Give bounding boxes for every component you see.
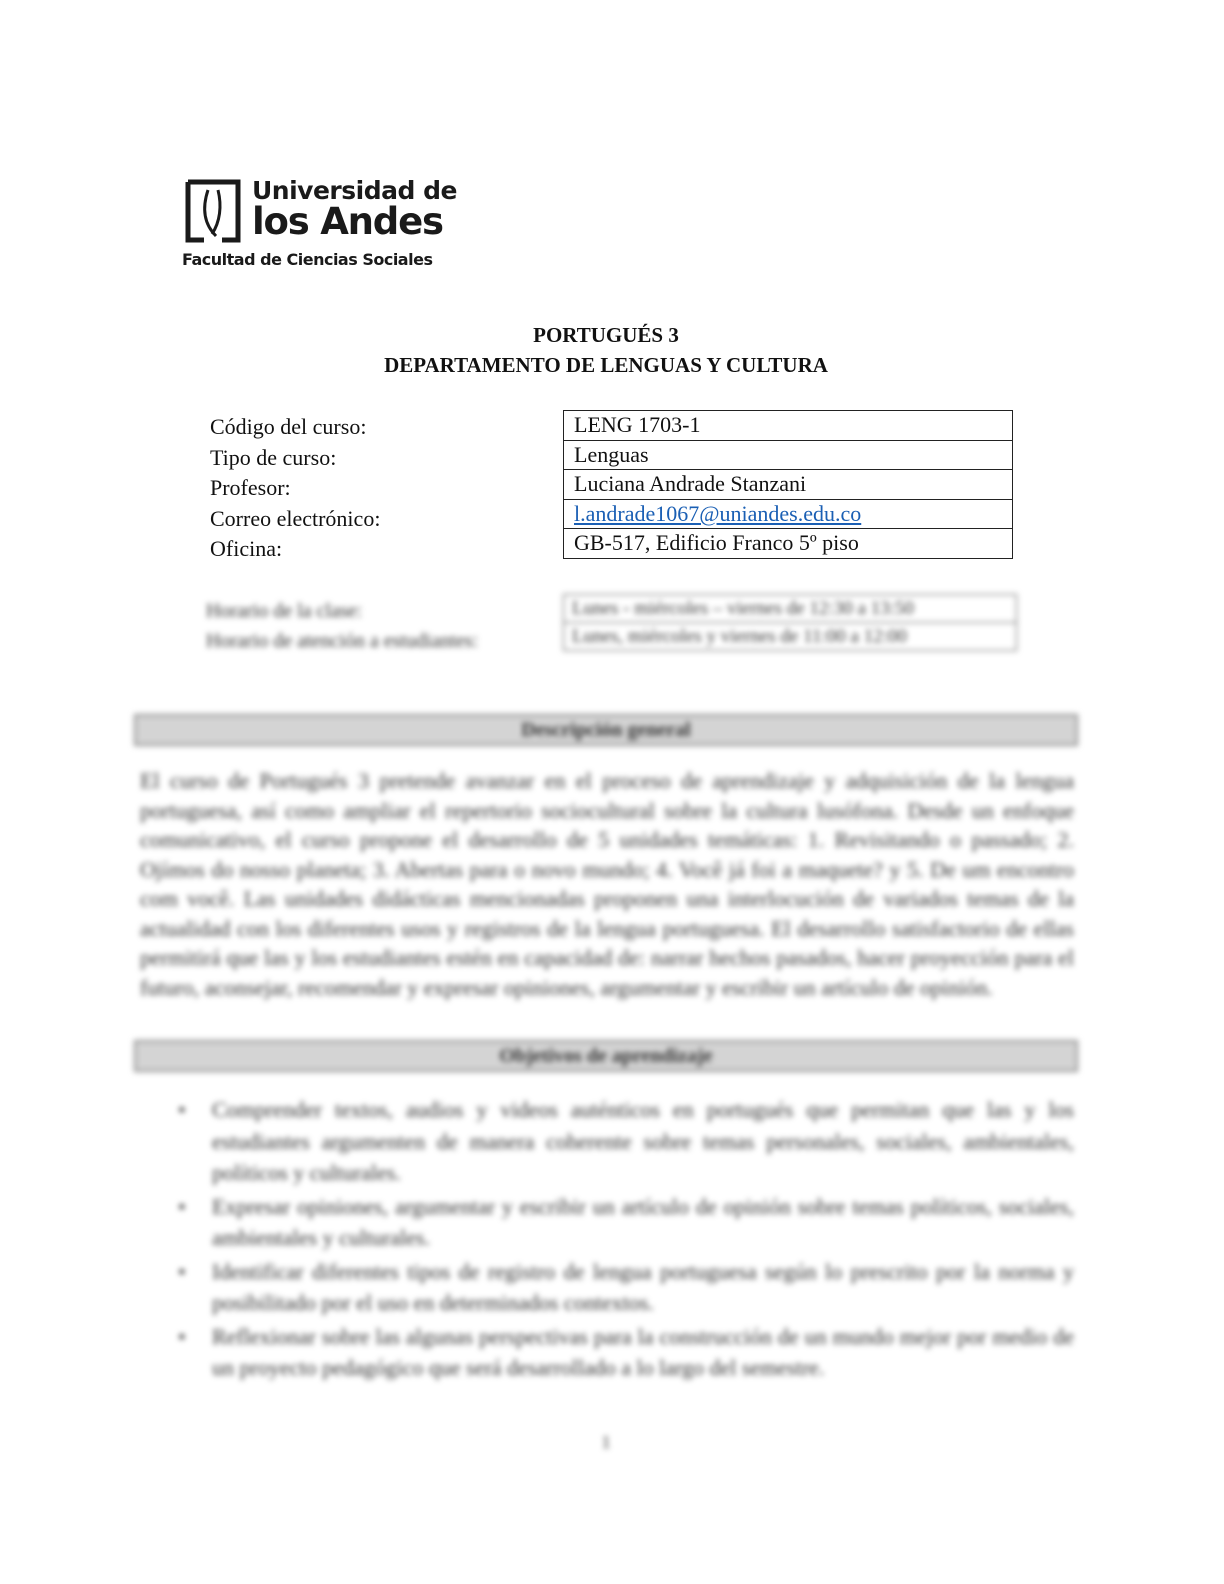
objective-text: Comprender textos, audios y videos auténticos en portugués que permitan que las y los estudiantes argumenten de manera coherente sobre temas personales, sociales, ambientales, políticos y culturales. bbox=[212, 1097, 1074, 1185]
list-item bbox=[140, 1256, 1074, 1319]
university-logo-icon bbox=[182, 178, 244, 244]
objectives-list bbox=[140, 1094, 1074, 1386]
info-label: Código del curso: bbox=[210, 414, 367, 439]
description-heading: Descripción general bbox=[134, 714, 1078, 746]
list-item bbox=[140, 1191, 1074, 1254]
objectives-heading: Objetivos de aprendizaje bbox=[134, 1040, 1078, 1072]
info-label: Oficina: bbox=[210, 536, 283, 561]
bullet-icon: • bbox=[178, 1258, 186, 1284]
bullet-icon: • bbox=[178, 1193, 186, 1219]
objective-text: Reflexionar sobre las algunas perspectivas para la construcción de un mundo mejor por medio de un proyecto pedagógico que será desarrollado a lo largo del semestre. bbox=[212, 1323, 1074, 1380]
page-number: 1 bbox=[601, 1432, 611, 1452]
info-label: Correo electrónico: bbox=[210, 505, 381, 531]
department-title: DEPARTAMENTO DE LENGUAS Y CULTURA bbox=[384, 353, 828, 377]
description-text: El curso de Portugués 3 pretende avanzar en el proceso de aprendizaje y adquisición de la lengua portuguesa, así como ampliar el repertorio sociocultural sobre la cultura lusófona. Desde un enfoque comunicativo, el curso propone el desarrollo de 5 unidades temáticas: 1. Revisitando o passado; 2. Ojímos do nosso planeta; 3. Abertas para o novo mundo; 4. Você já foi a maquete? y 5. De um encontro com você. Las unidades didácticas mencionadas proponen una interlocución de variados temas de la actualidad con los diferentes usos y registros de la lengua portuguesa. El desarrollo satisfactorio de ellas permitirá que las y los estudiantes estén en capacidad de: narrar hechos pasados, hacer proyección para el futuro, aconsejar, recomendar y expresar opiniones, argumentar y escribir un artículo de opinión. bbox=[140, 768, 1074, 1000]
logo-university-text: Universidad de bbox=[252, 176, 457, 205]
schedule-labels bbox=[206, 596, 478, 656]
logo-faculty-text: Facultad de Ciencias Sociales bbox=[182, 250, 433, 269]
course-title: PORTUGUÉS 3 bbox=[533, 323, 679, 347]
list-item bbox=[140, 1094, 1074, 1189]
email-cell bbox=[564, 499, 1013, 529]
course-type-value: Lenguas bbox=[564, 440, 1013, 470]
course-info-table bbox=[563, 410, 1013, 559]
schedule-label: Horario de la clase: bbox=[206, 600, 363, 622]
info-label: Profesor: bbox=[210, 475, 291, 500]
bullet-icon: • bbox=[178, 1323, 186, 1349]
course-code-value: LENG 1703-1 bbox=[564, 411, 1013, 441]
class-schedule-value: Lunes - miércoles – viernes de 12:30 a 13:50 bbox=[564, 595, 1017, 623]
course-info-labels bbox=[210, 412, 380, 565]
objective-text: Expresar opiniones, argumentar y escribir un artículo de opinión sobre temas políticos, sociales, ambientales y culturales. bbox=[212, 1193, 1074, 1250]
logo-andes-text: los Andes bbox=[252, 200, 443, 243]
email-link[interactable]: l.andrade1067@uniandes.edu.co bbox=[574, 500, 862, 526]
office-hours-value: Lunes, miércoles y viernes de 11:00 a 12:00 bbox=[564, 623, 1017, 651]
schedule-label: Horario de atención a estudiantes: bbox=[206, 630, 479, 652]
list-item bbox=[140, 1321, 1074, 1384]
objective-text: Identificar diferentes tipos de registro de lengua portuguesa según lo prescrito por la norma y posibilitado por el uso en determinados contextos. bbox=[212, 1258, 1074, 1315]
schedule-table bbox=[563, 594, 1017, 651]
university-logo bbox=[182, 176, 457, 276]
professor-value: Luciana Andrade Stanzani bbox=[564, 470, 1013, 500]
bullet-icon: • bbox=[178, 1097, 186, 1122]
office-value: GB-517, Edificio Franco 5º piso bbox=[564, 529, 1013, 559]
info-label: Tipo de curso: bbox=[210, 444, 337, 470]
